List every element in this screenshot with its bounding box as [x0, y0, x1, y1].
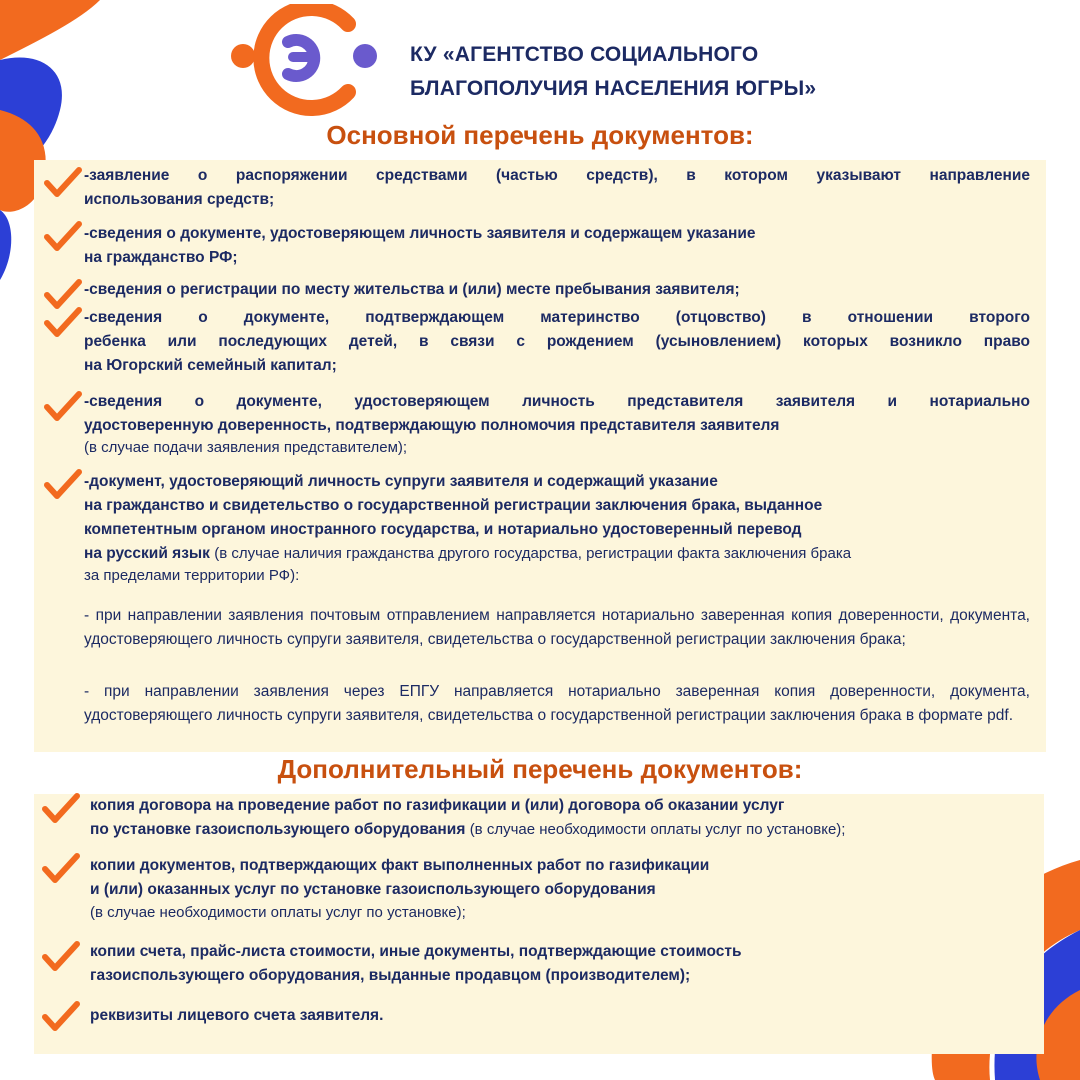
- header: [228, 4, 828, 116]
- main-item-3: -сведения о регистрации по месту жительства и (или) месте пребывания заявителя;: [84, 281, 740, 298]
- main-list-title: Основной перечень документов:: [326, 120, 754, 150]
- main-item-2: -сведения о документе, удостоверяющем личность заявителя и содержащем указание на гражданство РФ;: [84, 225, 756, 266]
- checkmark-icon: [42, 1000, 80, 1034]
- checkmark-icon: [42, 940, 80, 974]
- main-item-6-sub-2: - при направлении заявления через ЕПГУ направляется нотариально заверенная копия доверенности, документа, удостоверяющего личность супруги заявителя, свидетельства о государственной регистрации заключения брака в формате pdf.: [84, 683, 1030, 724]
- checkmark-icon: [44, 166, 82, 200]
- main-item-1: -заявление о распоряжении средствами (частью средств), в котором указывают направление использования средств;: [84, 167, 1030, 208]
- main-item-6-sub-1: - при направлении заявления почтовым отправлением направляется нотариально заверенная копия доверенности, документа, удостоверяющего личность супруги заявителя, свидетельства о государственной регистрации заключения брака;: [84, 607, 1030, 648]
- extra-list-title: Дополнительный перечень документов:: [277, 754, 803, 784]
- checkmark-icon: [42, 852, 80, 886]
- main-item-5: -сведения о документе, удостоверяющем личность представителя заявителя и нотариально удостоверенную доверенность, подтверждающую полномочия представителя заявителя (в случае подачи заявления представителем);: [84, 393, 1030, 456]
- organization-title: КУ «АГЕНТСТВО СОЦИАЛЬНОГО БЛАГОПОЛУЧИЯ НАСЕЛЕНИЯ ЮГРЫ»: [410, 43, 817, 100]
- ribbon-orange-top-left: [0, 0, 100, 60]
- extra-item-2: копии документов, подтверждающих факт выполненных работ по газификации и (или) оказанных услуг по установке газоиспользующего оборудования (в случае необходимости оплаты услуг по установке);: [90, 857, 710, 921]
- checkmark-icon: [44, 306, 82, 340]
- extra-item-4: реквизиты лицевого счета заявителя.: [90, 1007, 384, 1024]
- checkmark-icon: [44, 220, 82, 254]
- checkmark-icon: [42, 792, 80, 826]
- extra-item-1: копия договора на проведение работ по газификации и (или) договора об оказании услуг по установке газоиспользующего оборудования (в случае необходимости оплаты услуг по установке);: [90, 797, 846, 838]
- extra-item-3: копии счета, прайс-листа стоимости, иные документы, подтверждающие стоимость газоиспользующего оборудования, выданные продавцом (производителем);: [90, 943, 742, 984]
- main-item-6: -документ, удостоверяющий личность супруги заявителя и содержащий указание на гражданство и свидетельство о государственной регистрации заключения брака, выданное компетентным органом иностранного государства, и нотариально удостоверенный перевод на русский язык (в случае наличия гражданства другого государства, регистрации факта заключения брака за пределами территории РФ):: [84, 473, 852, 584]
- checkmark-icon: [44, 468, 82, 502]
- checkmark-icon: [44, 390, 82, 424]
- main-item-4: -сведения о документе, подтверждающем материнство (отцовство) в отношении второго ребенка или последующих детей, в связи с рождением (усыновлением) которых возникло право на Югорский семейный капитал;: [84, 309, 1030, 374]
- ribbon-blue-left: [0, 210, 11, 280]
- agency-logo-icon: [228, 4, 378, 116]
